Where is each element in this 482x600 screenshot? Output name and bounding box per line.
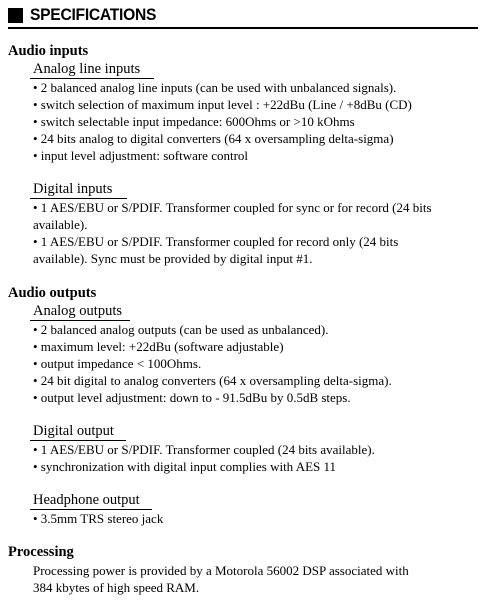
spec-line: • 1 AES/EBU or S/PDIF. Transformer coupled for sync or for record (24 bits bbox=[33, 200, 432, 215]
subsection-title-analog-line-inputs: Analog line inputs bbox=[33, 61, 141, 77]
spec-line: • switch selection of maximum input level : +22dBu (Line / +8dBu (CD) bbox=[33, 97, 412, 112]
subsection-title-analog-outputs: Analog outputs bbox=[33, 303, 123, 319]
subsection-underline bbox=[30, 198, 127, 199]
subsection-underline bbox=[30, 440, 126, 441]
spec-line: • switch selectable input impedance: 600Ohms or >10 kOhms bbox=[33, 114, 355, 129]
spec-line: Processing power is provided by a Motorola 56002 DSP associated with bbox=[33, 563, 409, 578]
spec-line: • maximum level: +22dBu (software adjustable) bbox=[33, 339, 284, 354]
spec-line: • output level adjustment: down to - 91.5dBu by 0.5dB steps. bbox=[33, 390, 351, 405]
section-title-audio-outputs: Audio outputs bbox=[8, 285, 97, 301]
spec-line: • 24 bit digital to analog converters (64 x oversampling delta-sigma). bbox=[33, 373, 392, 388]
spec-line: • synchronization with digital input complies with AES 11 bbox=[33, 459, 337, 474]
spec-line: • 2 balanced analog outputs (can be used as unbalanced). bbox=[33, 322, 329, 337]
specifications-header bbox=[8, 5, 478, 29]
spec-line: • 24 bits analog to digital converters (64 x oversampling delta-sigma) bbox=[33, 131, 394, 146]
page-title: SPECIFICATIONS bbox=[30, 5, 157, 24]
spec-line: • 1 AES/EBU or S/PDIF. Transformer coupled for record only (24 bits bbox=[33, 234, 399, 249]
spec-line: • input level adjustment: software control bbox=[33, 148, 249, 163]
subsection-title-digital-output: Digital output bbox=[33, 423, 114, 439]
spec-line: available). Sync must be provided by digital input #1. bbox=[33, 251, 313, 266]
spec-line: • output impedance < 100Ohms. bbox=[33, 356, 202, 371]
subsection-underline bbox=[30, 78, 154, 79]
spec-line: • 1 AES/EBU or S/PDIF. Transformer coupled (24 bits available). bbox=[33, 442, 375, 457]
subsection-underline bbox=[30, 320, 130, 321]
subsection-title-digital-inputs: Digital inputs bbox=[33, 181, 113, 197]
spec-line: available). bbox=[33, 217, 88, 232]
spec-line: • 2 balanced analog line inputs (can be used with unbalanced signals). bbox=[33, 80, 397, 95]
section-title-processing: Processing bbox=[8, 544, 74, 560]
spec-line: • 3.5mm TRS stereo jack bbox=[33, 511, 164, 526]
section-title-audio-inputs: Audio inputs bbox=[8, 43, 89, 59]
spec-line: 384 kbytes of high speed RAM. bbox=[33, 580, 200, 595]
square-bullet-icon bbox=[8, 8, 23, 23]
subsection-underline bbox=[30, 509, 152, 510]
subsection-title-headphone-output: Headphone output bbox=[33, 492, 140, 508]
